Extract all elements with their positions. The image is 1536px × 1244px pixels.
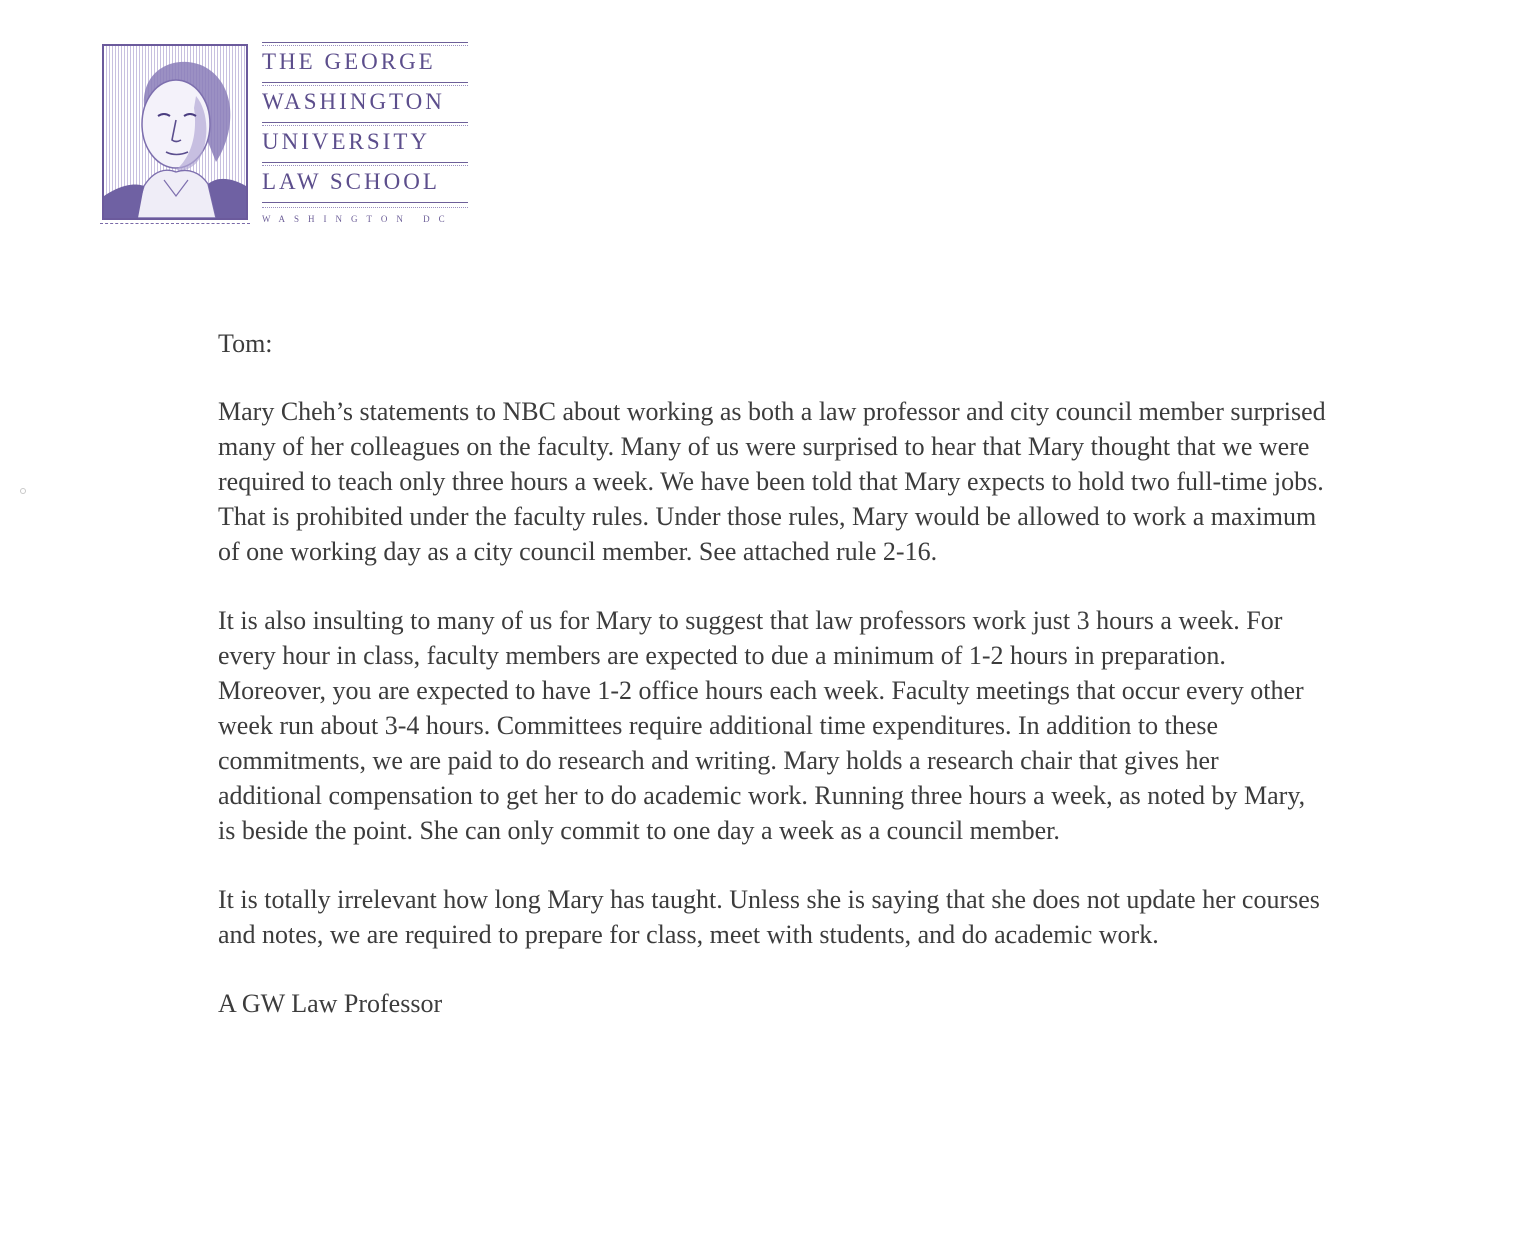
gw-law-seal-icon xyxy=(102,44,248,220)
wordmark-city: WASHINGTON DC xyxy=(262,202,468,230)
wordmark-line-1: THE GEORGE xyxy=(262,42,468,82)
scan-speck xyxy=(20,488,26,494)
paragraph-1: Mary Cheh’s statements to NBC about working as both a law professor and city council member surprised many of her colleagues on the faculty. Many of us were surprised to hear that Mary thought that we were required to teach only three hours a week. We have been told that Mary expects to hold two full-time jobs. That is prohibited under the faculty rules. Under those rules, Mary would be allowed to work a maximum of one working day as a city council member. See attached rule 2-16. xyxy=(218,397,1326,566)
paragraph-2: It is also insulting to many of us for Mary to suggest that law professors work just 3 hours a week. For every hour in class, faculty members are expected to due a minimum of 1-2 hours in preparation. Moreover, you are expected to have 1-2 office hours each week. Faculty meetings that occur every other week run about 3-4 hours. Committees require additional time expenditures. In addition to these commitments, we are paid to do research and writing. Mary holds a research chair that gives her additional compensation to get her to do academic work. Running three hours a week, as noted by Mary, is beside the point. She can only commit to one day a week as a council member. xyxy=(218,606,1306,845)
wordmark-line-2: WASHINGTON xyxy=(262,82,468,122)
wordmark-line-4: LAW SCHOOL xyxy=(262,162,468,202)
letterhead xyxy=(100,42,472,230)
letterhead-rule xyxy=(100,223,250,225)
school-wordmark xyxy=(262,42,468,230)
salutation: Tom: xyxy=(218,329,273,358)
letter-body xyxy=(218,326,1328,1021)
paragraph-3: It is totally irrelevant how long Mary has taught. Unless she is saying that she does not update her courses and notes, we are required to prepare for class, meet with students, and do academic work. xyxy=(218,885,1320,949)
signature: A GW Law Professor xyxy=(218,989,443,1018)
wordmark-line-3: UNIVERSITY xyxy=(262,122,468,162)
